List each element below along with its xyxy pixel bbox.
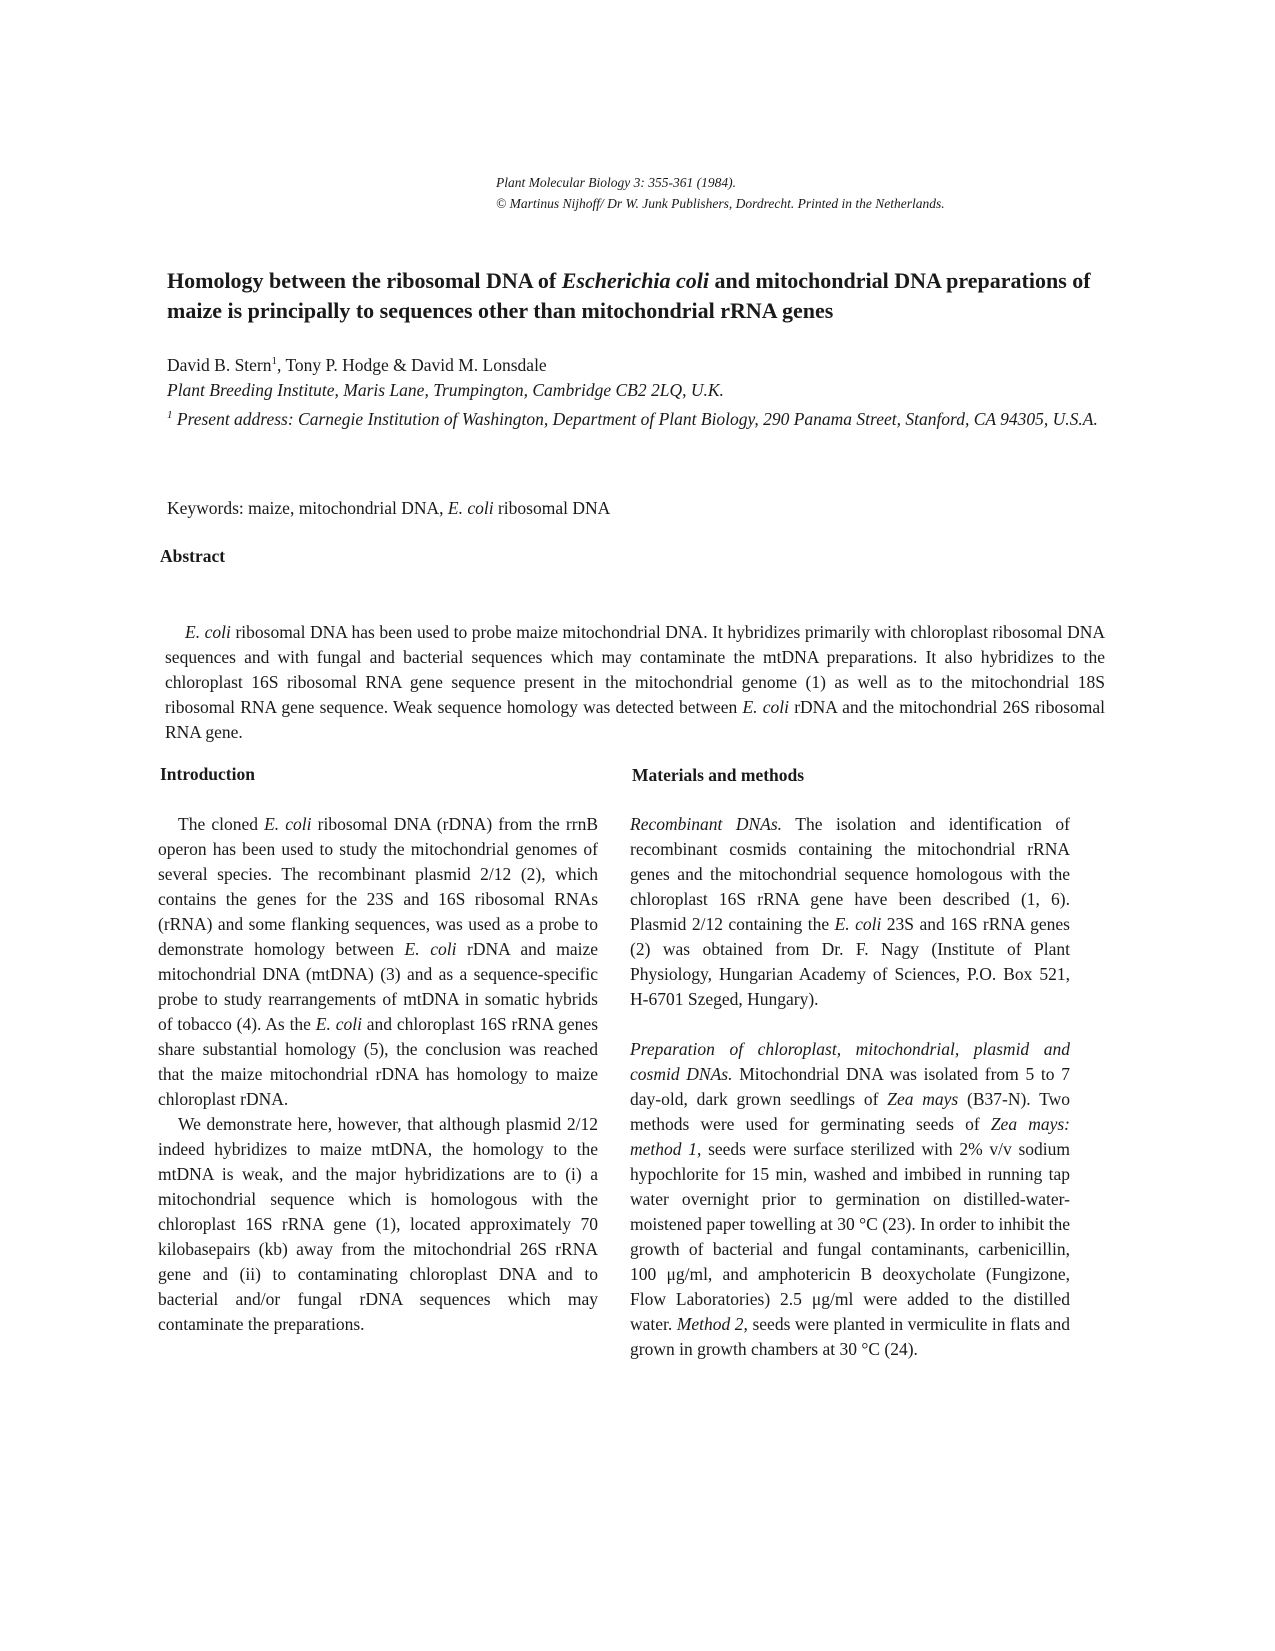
keywords-suffix: ribosomal DNA	[493, 498, 611, 518]
abstract-text	[165, 620, 1105, 745]
intro-p1-ecoli-1: E. coli	[264, 814, 312, 834]
article-title	[167, 266, 1117, 326]
intro-p1-c: rDNA and maize mitochondrial DNA (mtDNA) (3) and as a sequence-specific probe to study rearrangements of mtDNA in somatic hybrids of tobacco (4). As the	[158, 939, 598, 1034]
introduction-paragraph-1	[158, 812, 598, 1112]
title-organism: Escherichia coli	[561, 268, 710, 293]
methods-p2-b: (B37-N). Two methods were used for germinating seeds of	[630, 1089, 1070, 1134]
intro-p1-d: and chloroplast 16S rRNA genes share substantial homology (5), the conclusion was reached that the maize mitochondrial rDNA has homology to maize chloroplast rDNA.	[158, 1014, 598, 1109]
methods-p1-ecoli: E. coli	[834, 914, 882, 934]
abstract-ecoli-1: E. coli	[185, 622, 231, 642]
abstract-ecoli-2: E. coli	[742, 697, 789, 717]
journal-citation: Plant Molecular Biology 3: 355-361 (1984).	[496, 175, 736, 190]
methods-column	[630, 812, 1070, 1362]
author-others: , Tony P. Hodge & David M. Lonsdale	[277, 354, 547, 375]
methods-p2-zea-1: Zea mays	[887, 1089, 959, 1109]
methods-p2-c: seeds were surface sterilized with 2% v/v sodium hypochlorite for 15 min, washed and imbibed in running tap water overnight prior to germination on distilled-water-moistened paper towelling at 30 °C (23). In order to inhibit the growth of bacterial and fungal contaminants, carbenicillin, 100 μg/ml, and amphotericin B deoxycholate (Fungizone, Flow Laboratories) 2.5 μg/ml were added to the distilled water.	[630, 1139, 1070, 1334]
title-part-2: and mitochondrial DNA preparations of maize is principally to sequences other than mitochondrial rRNA genes	[167, 268, 1091, 323]
keywords-ecoli: E. coli	[447, 498, 494, 518]
abstract-heading: Abstract	[160, 546, 226, 566]
present-address	[167, 403, 1117, 432]
methods-paragraph-1	[630, 812, 1070, 1012]
introduction-paragraph-2: We demonstrate here, however, that although plasmid 2/12 indeed hybridizes to maize mtDNA, the homology to the mtDNA is weak, and the major hybridizations are to (i) a mitochondrial sequence which is homologous with the chloroplast 16S rRNA gene (1), located approximately 70 kilobasepairs (kb) away from the mitochondrial 26S rRNA gene and (ii) to contaminating chloroplast DNA and to bacterial and/or fungal rDNA sequences which may contaminate the preparations.	[158, 1114, 598, 1334]
methods-p2-a: Mitochondrial DNA was isolated from 5 to 7 day-old, dark grown seedlings of	[630, 1064, 1070, 1109]
author-stern: David B. Stern	[167, 354, 272, 375]
author-block	[167, 349, 1117, 432]
keywords-prefix: Keywords: maize, mitochondrial DNA,	[167, 498, 448, 518]
author-footnote-mark: 1	[271, 355, 278, 367]
intro-p1-a: The cloned	[178, 814, 265, 834]
present-address-mark: 1	[167, 408, 173, 421]
title-part-1: Homology between the ribosomal DNA of	[167, 268, 562, 293]
intro-p1-ecoli-3: E. coli	[315, 1014, 362, 1034]
keywords	[167, 498, 1117, 519]
methods-p2-method2: Method 2,	[676, 1314, 748, 1334]
present-address-text: Present address: Carnegie Institution of Washington, Department of Plant Biology, 290 Panama Street, Stanford, CA 94305, U.S.A.	[172, 408, 1098, 429]
abstract-text-1: ribosomal DNA has been used to probe maize mitochondrial DNA. It hybridizes primarily with chloroplast ribosomal DNA sequences and with fungal and bacterial sequences which may contaminate the mtDNA preparations. It also hybridizes to the chloroplast 16S ribosomal RNA gene sequence present in the mitochondrial genome (1) as well as to the mitochondrial 18S ribosomal RNA gene sequence. Weak sequence homology was detected between	[165, 622, 1105, 717]
methods-p1-a: The isolation and identification of recombinant cosmids containing the mitochondrial rRNA genes and the mitochondrial sequence homologous with the chloroplast 16S rRNA gene have been described (1, 6). Plasmid 2/12 containing the	[630, 814, 1070, 934]
intro-p1-b: ribosomal DNA (rDNA) from the rrnB operon has been used to study the mitochondrial genomes of several species. The recombinant plasmid 2/12 (2), which contains the genes for the 23S and 16S ribosomal RNAs (rRNA) and some flanking sequences, was used as a probe to demonstrate homology between	[158, 814, 599, 959]
methods-p1-b: 23S and 16S rRNA genes (2) was obtained from Dr. F. Nagy (Institute of Plant Physiology, Hungarian Academy of Sciences, P.O. Box 521, H-6701 Szeged, Hungary).	[630, 914, 1070, 1009]
methods-p2-head: Preparation of chloroplast, mitochondrial, plasmid and cosmid DNAs.	[630, 1039, 1070, 1084]
copyright-line: © Martinus Nijhoff/ Dr W. Junk Publishers, Dordrecht. Printed in the Netherlands.	[496, 196, 945, 211]
author-names	[167, 349, 1117, 378]
methods-p2-d: seeds were planted in vermiculite in flats and grown in growth chambers at 30 °C (24).	[630, 1314, 1070, 1359]
journal-header	[496, 172, 1116, 214]
abstract-text-2: rDNA and the mitochondrial 26S ribosomal RNA gene.	[165, 697, 1105, 742]
methods-paragraph-2	[630, 1037, 1070, 1362]
intro-p1-ecoli-2: E. coli	[404, 939, 457, 959]
methods-p1-head: Recombinant DNAs.	[630, 814, 783, 834]
methods-p2-zea-2: Zea mays: method 1,	[630, 1114, 1070, 1159]
methods-heading: Materials and methods	[632, 765, 805, 785]
affiliation: Plant Breeding Institute, Maris Lane, Trumpington, Cambridge CB2 2LQ, U.K.	[167, 379, 724, 400]
introduction-column	[158, 812, 598, 1337]
introduction-heading: Introduction	[160, 764, 255, 784]
